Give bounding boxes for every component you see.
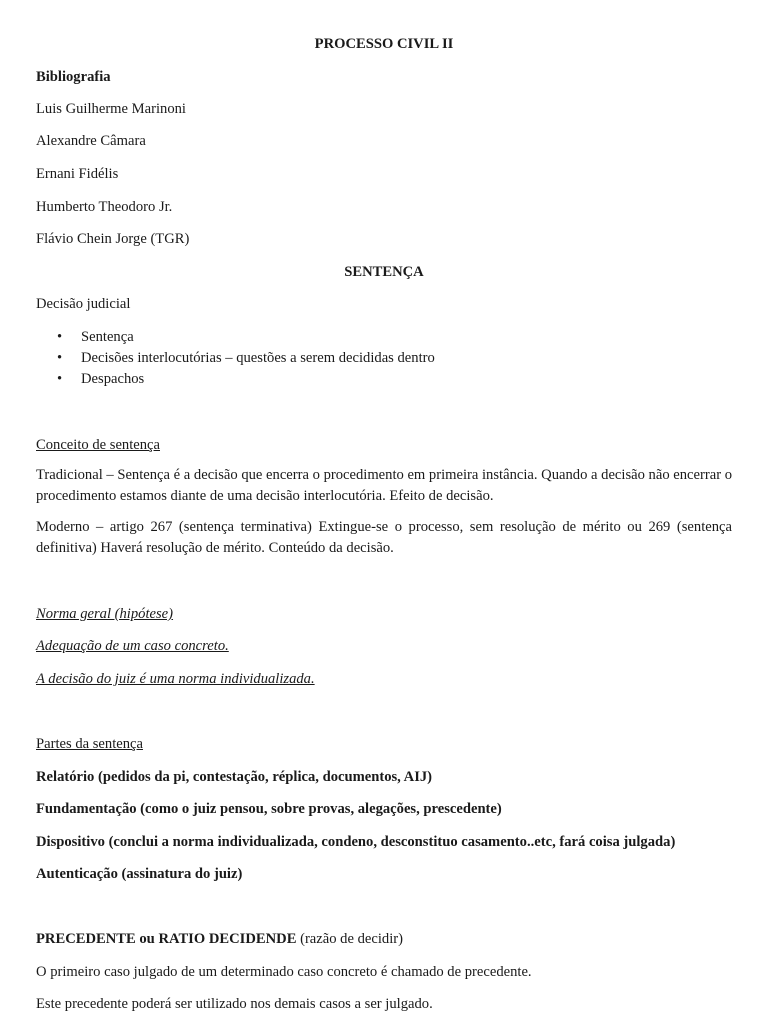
partes-item: Relatório (pedidos da pi, contestação, réplica, documentos, AIJ) — [36, 769, 433, 785]
author-line: Humberto Theodoro Jr. — [36, 199, 173, 215]
precedente-heading — [36, 930, 732, 948]
partes-item: Autenticação (assinatura do juiz) — [36, 866, 243, 882]
precedente-heading-bold: PRECEDENTE ou RATIO DECIDENDE — [36, 931, 297, 947]
paragraph-moderno: Moderno – artigo 267 (sentença terminativa) Extingue-se o processo, sem resolução de mérito ou 269 (sentença definitiva) Haverá resolução de mérito. Conteúdo da decisão. — [36, 519, 732, 556]
author-line: Alexandre Câmara — [36, 133, 146, 149]
document-title: PROCESSO CIVIL II — [314, 36, 454, 52]
partes-item: Dispositivo (conclui a norma individualizada, condeno, desconstituo casamento..etc, fará coisa julgada) — [36, 834, 676, 850]
author-line: Flávio Chein Jorge (TGR) — [36, 231, 190, 247]
bullet-icon: • — [57, 350, 63, 366]
list-item: Decisões interlocutórias – questões a serem decididas dentro — [81, 350, 435, 366]
bullet-icon: • — [57, 371, 63, 387]
partes-heading: Partes da sentença — [36, 736, 143, 752]
partes-item: Fundamentação (como o juiz pensou, sobre provas, alegações, prescedente) — [36, 801, 502, 817]
bibliografia-heading: Bibliografia — [36, 69, 111, 85]
norma-line: A decisão do juiz é uma norma individualizada. — [36, 671, 315, 687]
author-line: Ernani Fidélis — [36, 166, 119, 182]
list-item: Despachos — [81, 371, 145, 387]
conceito-heading: Conceito de sentença — [36, 437, 160, 453]
norma-line: Adequação de um caso concreto. — [36, 638, 229, 654]
list-item: Sentença — [81, 329, 134, 345]
bullet-icon: • — [57, 329, 63, 345]
author-line: Luis Guilherme Marinoni — [36, 101, 186, 117]
norma-line: Norma geral (hipótese) — [36, 606, 174, 622]
precedente-heading-rest: (razão de decidir) — [296, 931, 403, 947]
decisao-label: Decisão judicial — [36, 296, 131, 312]
precedente-line: O primeiro caso julgado de um determinado caso concreto é chamado de precedente. — [36, 964, 532, 980]
paragraph-tradicional: Tradicional – Sentença é a decisão que encerra o procedimento em primeira instância. Quando a decisão não encerrar o procedimento estamos diante de uma decisão interlocutória. Efeito de decisão. — [36, 467, 733, 504]
section-heading-sentenca: SENTENÇA — [344, 264, 424, 280]
precedente-line: Este precedente poderá ser utilizado nos demais casos a ser julgado. — [36, 996, 433, 1012]
